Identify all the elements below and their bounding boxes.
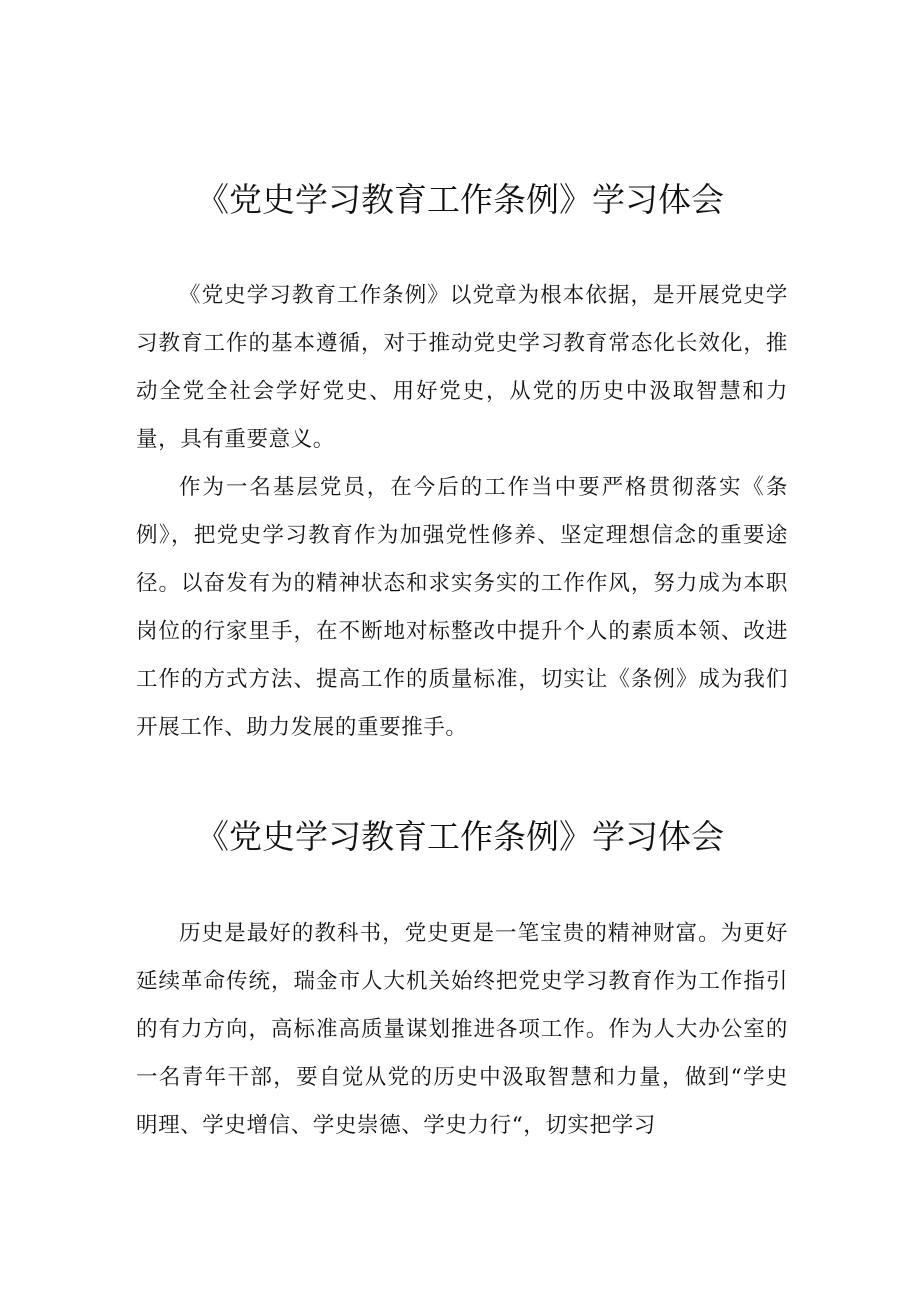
section-1-paragraph-2: 作为一名基层党员，在今后的工作当中要严格贯彻落实《条例》，把党史学习教育作为加强党性修养、坚定理想信念的重要途径。以奋发有为的精神状态和求实务实的工作作风，努力成为本职岗位的行家里手，在不断地对标整改中提升个人的素质本领、改进工作的方式方法、提高工作的质量标准，切实让《条例》成为我们开展工作、助力发展的重要推手。 (136, 475, 788, 740)
section-1-title: 《党史学习教育工作条例》学习体会 (196, 180, 724, 219)
section-1-paragraph-1: 《党史学习教育工作条例》以党章为根本依据，是开展党史学习教育工作的基本遵循，对于推动党史学习教育常态化长效化，推动全党全社会学好党史、用好党史，从党的历史中汲取智慧和力量，具有重要意义。 (136, 283, 788, 452)
section-2-title: 《党史学习教育工作条例》学习体会 (196, 817, 724, 856)
section-2-paragraph-1: 历史是最好的教科书，党史更是一笔宝贵的精神财富。为更好延续革命传统，瑞金市人大机关始终把党史学习教育作为工作指引的有力方向，高标准高质量谋划推进各项工作。作为人大办公室的一名青年干部，要自觉从党的历史中汲取智慧和力量，做到“学史明理、学史增信、学史崇德、学史力行“，切实把学习 (136, 921, 788, 1138)
